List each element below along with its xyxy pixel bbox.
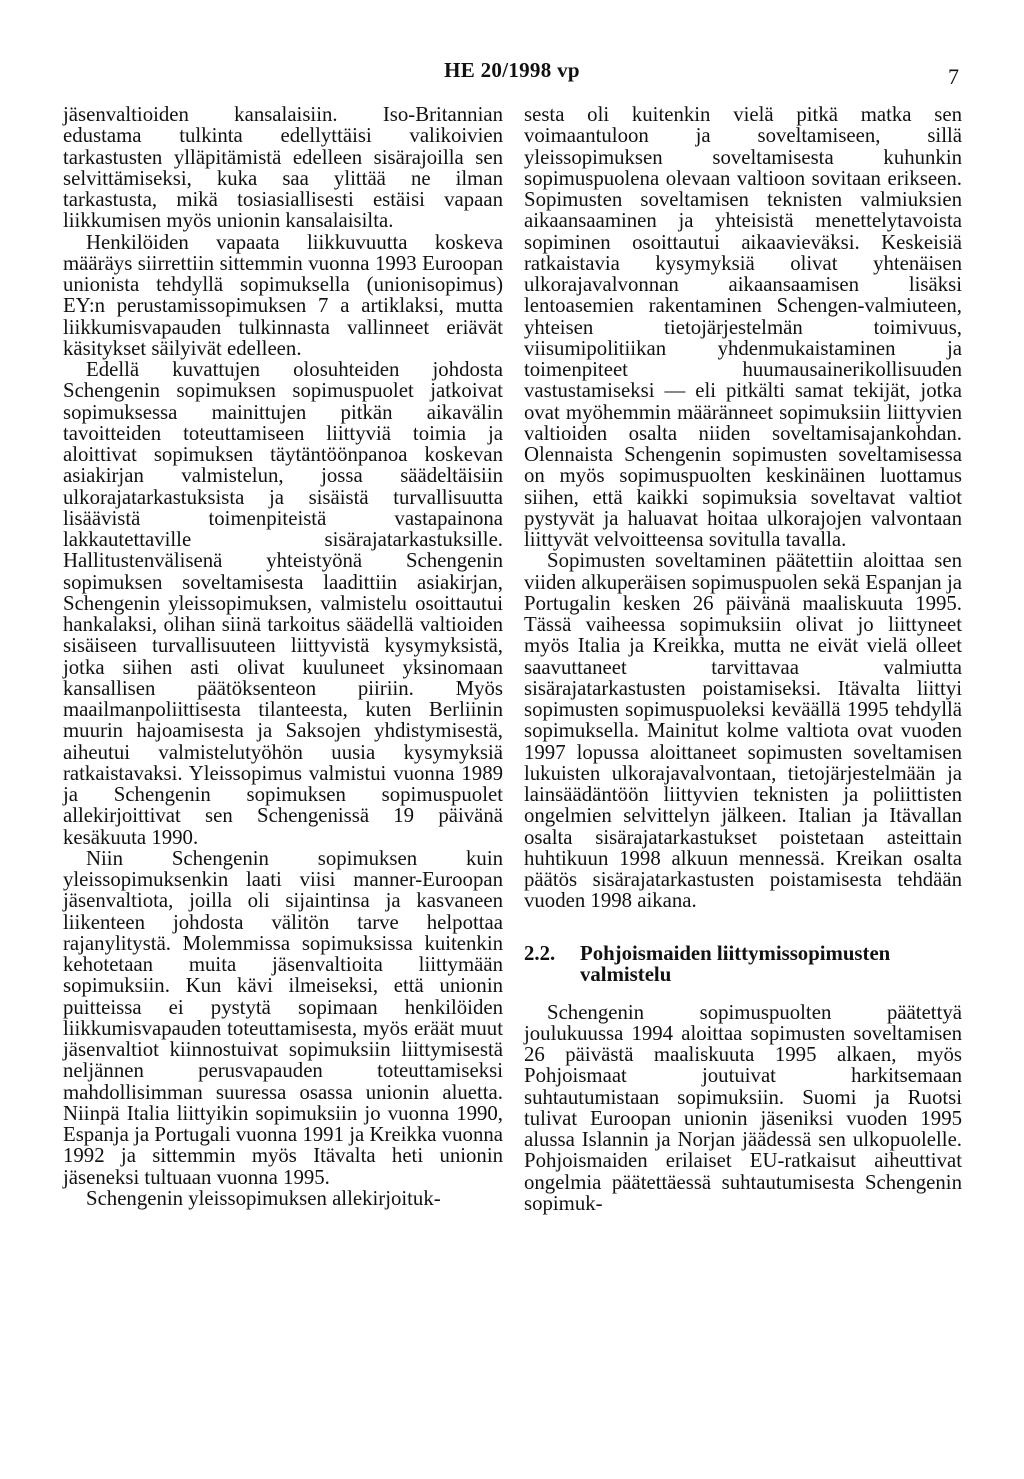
running-header-title: HE 20/1998 vp bbox=[444, 58, 580, 82]
right-column bbox=[524, 104, 962, 1214]
section-title: Pohjoismaiden liittymissopimusten valmistelu bbox=[580, 941, 891, 986]
page-number: 7 bbox=[948, 64, 959, 89]
left-column bbox=[63, 104, 503, 1209]
paragraph: Niin Schengenin sopimuksen kuin yleissopimuksenkin laati viisi manner-Euroopan jäsenvaltiota, joilla oli sijaintinsa ja kasvaneen liikenteen johdosta välitön tarve helpottaa rajanylitystä. Molemmissa sopimuksissa kuitenkin kehotetaan muita jäsenvaltioita liittymään sopimuksiin. Kun kävi ilmeiseksi, että unionin puitteissa ei pystytä sopimaan henkilöiden liikkumisvapauden toteuttamisesta, myös eräät muut jäsenvaltiot kiinnostuivat sopimuksiin liittymisestä neljännen perusvapauden toteuttamiseksi mahdollisimman suuressa osassa unionin aluetta. Niinpä Italia liittyikin sopimuksiin jo vuonna 1990, Espanja ja Portugali vuonna 1991 ja Kreikka vuonna 1992 ja sittemmin myös Itävalta heti unionin jäseneksi tultuaan vuonna 1995. bbox=[63, 846, 503, 1189]
paragraph: Schengenin sopimuspuolten päätettyä joulukuussa 1994 aloittaa sopimusten soveltamisen 26 päivästä maaliskuuta 1995 alkaen, myös Pohjoismaat joutuivat harkitsemaan suhtautumistaan sopimuksiin. Suomi ja Ruotsi tulivat Euroopan unionin jäseniksi vuoden 1995 alussa Islannin ja Norjan jäädessä sen ulkopuolelle. Pohjoismaiden erilaiset EU-ratkaisut aiheuttivat ongelmia päätettäessä suhtautumisesta Schengenin sopimuk- bbox=[524, 1000, 962, 1215]
paragraph: sesta oli kuitenkin vielä pitkä matka sen voimaantuloon ja soveltamiseen, sillä yleissopimuksen soveltamisesta kuhunkin sopimuspuolena olevaan valtioon sovitaan erikseen. Sopimusten soveltamisen teknisten valmiuksien aikaansaaminen ja yhteisistä menettelytavoista sopiminen osoittautui aikaavieväksi. Keskeisiä ratkaistavia kysymyksiä olivat yhtenäisen ulkorajavalvonnan aikaansaamisen lisäksi lentoasemien rakentaminen Schengen-valmiuteen, yhteisen tietojärjestelmän toimivuus, viisumipolitiikan yhdenmukaistaminen ja toimenpiteet huumausainerikollisuuden vastustamiseksi — eli pitkälti samat tekijät, jotka ovat myöhemmin määränneet sopimuksiin liittyvien valtioiden osalta niiden soveltamisajankohdan. Olennaista Schengenin sopimusten soveltamisessa on myös sopimuspuolten keskinäinen luottamus siihen, että kaikki sopimuksia soveltavat valtiot pystyvät ja haluavat hoitaa ulkorajojen valvontaan liittyvät velvoitteensa sovitulla tavalla. bbox=[524, 103, 962, 551]
paragraph: Edellä kuvattujen olosuhteiden johdosta Schengenin sopimuksen sopimuspuolet jatkoivat sopimuksessa mainittujen pitkän aikavälin tavoitteiden toteuttamiseen liittyviä toimia ja aloittivat sopimuksen täytäntöönpanoa koskevan asiakirjan valmistelun, jossa säädeltäisiin ulkorajatarkastuksista ja sisäistä turvallisuutta lisäävistä toimenpiteistä vastapainona lakkautettaville sisärajatarkastuksille. Hallitustenvälisenä yhteistyönä Schengenin sopimuksen soveltamisesta laadittiin asiakirjan, Schengenin yleissopimuksen, valmistelu osoittautui hankalaksi, olihan siinä tarkoitus säädellä valtioiden sisäiseen turvallisuuteen liittyvistä kysymyksistä, jotka siihen asti olivat kuuluneet yksinomaan kansallisen päätöksenteon piiriin. Myös maailmanpoliittisesta tilanteesta, kuten Berliinin muurin hajoamisesta ja Saksojen yhdistymisestä, aiheutui valmistelutyöhön uusia kysymyksiä ratkaistavaksi. Yleissopimus valmistui vuonna 1989 ja Schengenin sopimuksen sopimuspuolet allekirjoittivat sen Schengenissä 19 päivänä kesäkuuta 1990. bbox=[63, 358, 503, 849]
page-header bbox=[0, 58, 1024, 98]
paragraph: Schengenin yleissopimuksen allekirjoituk- bbox=[86, 1186, 441, 1210]
section-heading bbox=[524, 943, 962, 986]
paragraph: Henkilöiden vapaata liikkuvuutta koskeva määräys siirrettiin sittemmin vuonna 1993 Euroopan unionista tehdyllä sopimuksella (unionisopimus) EY:n perustamissopimuksen 7 a artiklaksi, mutta liikkumisvapauden tulkinnasta vallinneet eriävät käsitykset säilyivät edelleen. bbox=[63, 230, 503, 360]
section-number: 2.2. bbox=[524, 941, 556, 965]
paragraph: Sopimusten soveltaminen päätettiin aloittaa sen viiden alkuperäisen sopimuspuolen sekä Espanjan ja Portugalin kesken 26 päivänä maaliskuuta 1995. Tässä vaiheessa sopimuksiin olivat jo liittyneet myös Italia ja Kreikka, mutta ne eivät vielä olleet saavuttaneet tarvittavaa valmiutta sisärajatarkastusten poistamiseksi. Itävalta liittyi sopimusten sopimuspuoleksi keväällä 1995 tehdyllä sopimuksella. Mainitut kolme valtiota ovat vuoden 1997 lopussa aloittaneet sopimusten soveltamisen lukuisten ulkorajavalvontaan, tietojärjestelmään ja lainsäädäntöön liittyvien teknisten ja poliittisten ongelmien selvittelyn jälkeen. Italian ja Itävallan osalta sisärajatarkastukset poistetaan asteittain huhtikuun 1998 alkuun mennessä. Kreikan osalta päätös sisärajatarkastusten poistamisesta tehdään vuoden 1998 aikana. bbox=[524, 549, 962, 913]
paragraph: jäsenvaltioiden kansalaisiin. Iso-Britannian edustama tulkinta edellyttäisi valikoivien tarkastusten ylläpitämistä edelleen sisärajoilla sen selvittämiseksi, kuka saa ylittää ne ilman tarkastusta, mikä tosiasiallisesti estäisi vapaan liikkumisen myös unionin kansalaisilta. bbox=[63, 103, 503, 233]
